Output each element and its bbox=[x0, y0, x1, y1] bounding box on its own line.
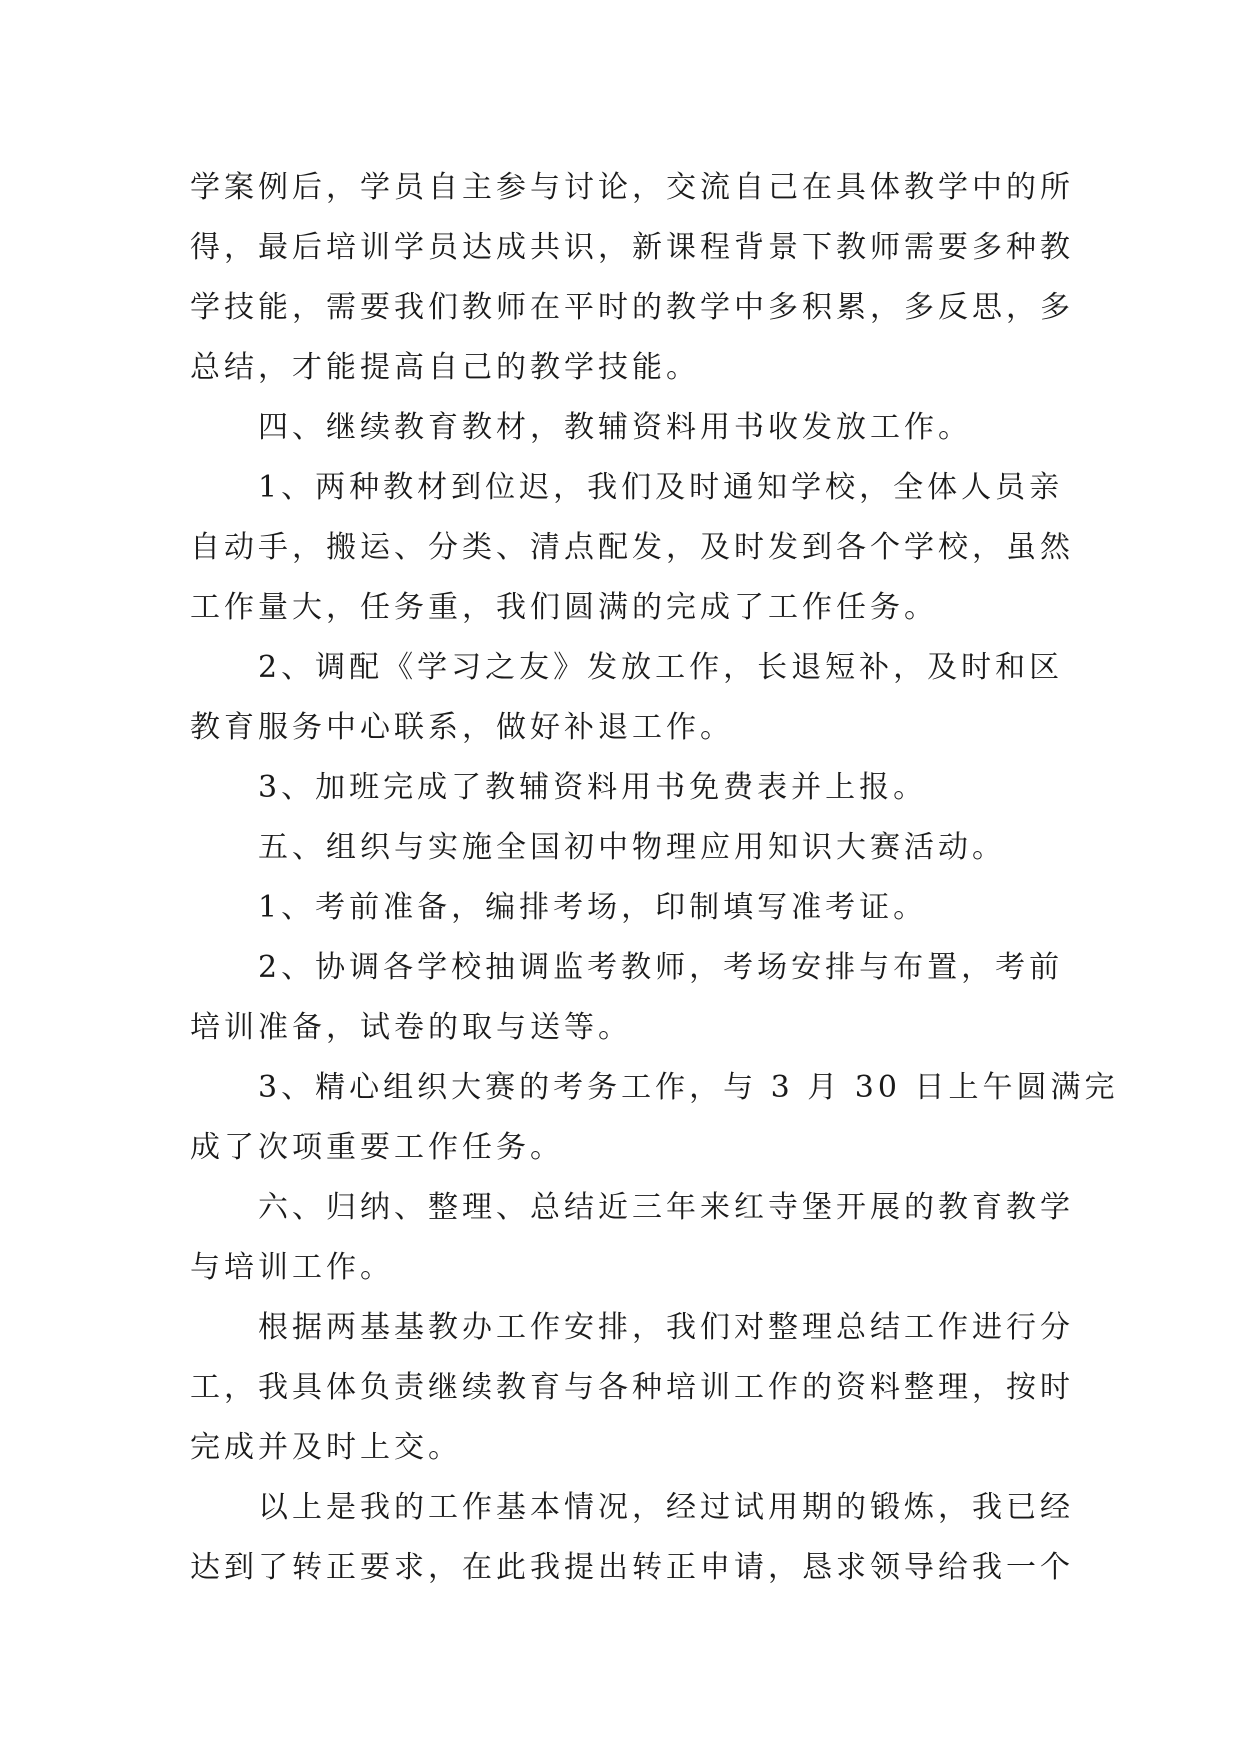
text-line: 自动手，搬运、分类、清点配发，及时发到各个学校，虽然 bbox=[190, 530, 1074, 565]
text-line: 3、精心组织大赛的考务工作，与 3 月 30 日上午圆满完 bbox=[258, 1070, 1119, 1105]
text-line: 五、组织与实施全国初中物理应用知识大赛活动。 bbox=[258, 830, 1006, 865]
text-line: 完成并及时上交。 bbox=[190, 1430, 462, 1465]
text-line: 3、加班完成了教辅资料用书免费表并上报。 bbox=[258, 770, 928, 805]
text-line: 与培训工作。 bbox=[190, 1250, 394, 1285]
text-line: 学案例后，学员自主参与讨论，交流自己在具体教学中的所 bbox=[190, 170, 1074, 205]
text-line: 四、继续教育教材，教辅资料用书收发放工作。 bbox=[258, 410, 972, 445]
text-line: 1、考前准备，编排考场，印制填写准考证。 bbox=[258, 890, 928, 925]
text-line: 1、两种教材到位迟，我们及时通知学校，全体人员亲 bbox=[258, 470, 1064, 505]
text-line: 总结，才能提高自己的教学技能。 bbox=[190, 350, 700, 385]
body-text bbox=[190, 158, 1119, 1598]
text-line: 达到了转正要求，在此我提出转正申请，恳求领导给我一个 bbox=[190, 1550, 1074, 1585]
text-line: 六、归纳、整理、总结近三年来红寺堡开展的教育教学 bbox=[258, 1190, 1074, 1225]
text-line: 工，我具体负责继续教育与各种培训工作的资料整理，按时 bbox=[190, 1370, 1074, 1405]
text-line: 学技能，需要我们教师在平时的教学中多积累，多反思，多 bbox=[190, 290, 1074, 325]
text-line: 以上是我的工作基本情况，经过试用期的锻炼，我已经 bbox=[258, 1490, 1074, 1525]
text-line: 根据两基基教办工作安排，我们对整理总结工作进行分 bbox=[258, 1310, 1074, 1345]
text-line: 2、协调各学校抽调监考教师，考场安排与布置，考前 bbox=[258, 950, 1064, 985]
text-line: 成了次项重要工作任务。 bbox=[190, 1130, 564, 1165]
text-line: 工作量大，任务重，我们圆满的完成了工作任务。 bbox=[190, 590, 938, 625]
text-line: 教育服务中心联系，做好补退工作。 bbox=[190, 710, 734, 745]
text-line: 2、调配《学习之友》发放工作，长退短补，及时和区 bbox=[258, 650, 1064, 685]
text-line: 培训准备，试卷的取与送等。 bbox=[190, 1010, 632, 1045]
text-line: 得，最后培训学员达成共识，新课程背景下教师需要多种教 bbox=[190, 230, 1074, 265]
